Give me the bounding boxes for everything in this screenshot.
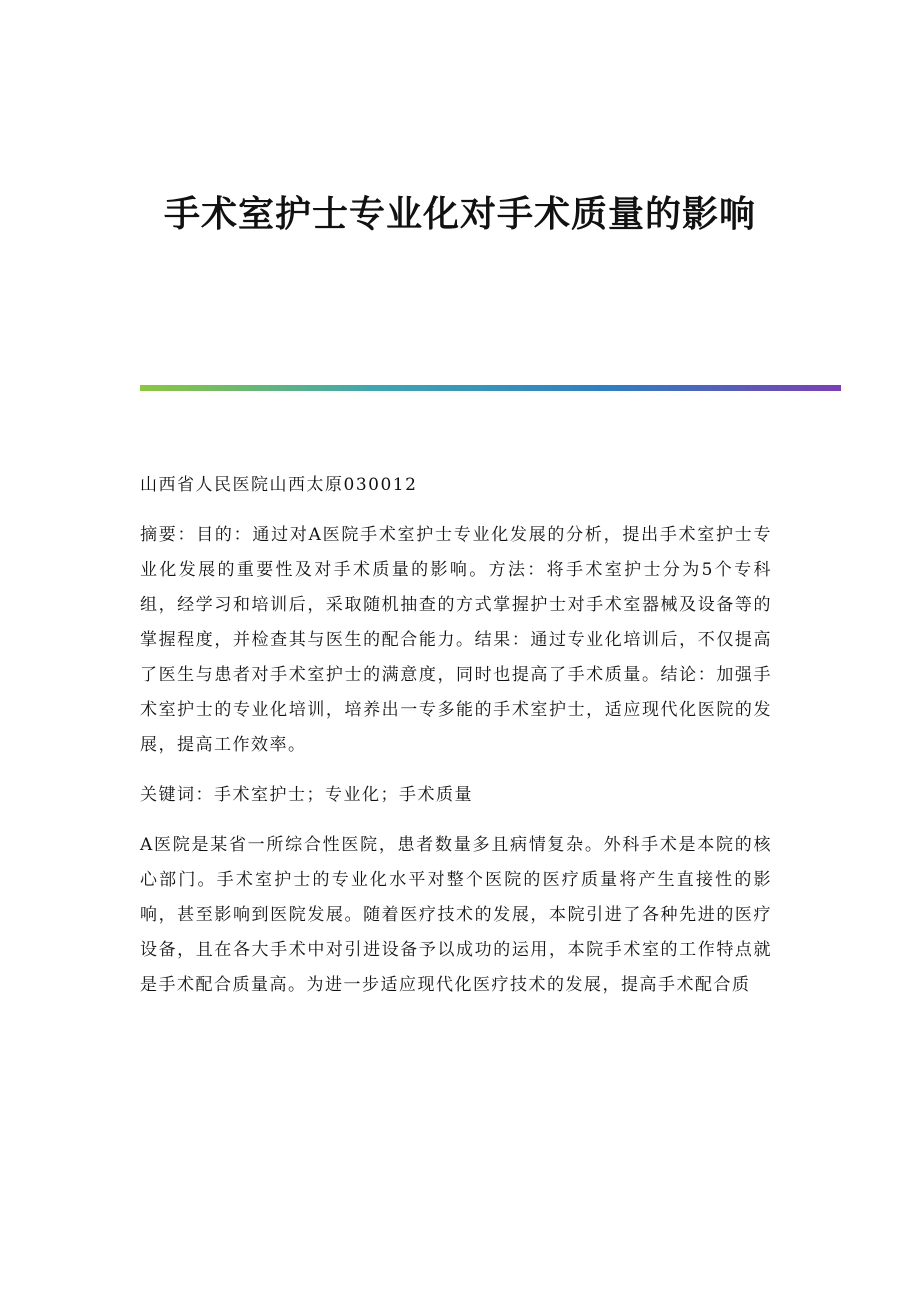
title-divider-bar	[140, 385, 841, 391]
author-affiliation: 山西省人民医院山西太原030012	[140, 475, 418, 495]
paper-body	[140, 468, 772, 1018]
abstract-paragraph: 摘要：目的：通过对A医院手术室护士专业化发展的分析，提出手术室护士专业化发展的重要性及对手术质量的影响。方法：将手术室护士分为5个专科组，经学习和培训后，采取随机抽查的方式掌握护士对手术室器械及设备等的掌握程度，并检查其与医生的配合能力。结果：通过专业化培训后，不仅提高了医生与患者对手术室护士的满意度，同时也提高了手术质量。结论：加强手术室护士的专业化培训，培养出一专多能的手术室护士，适应现代化医院的发展，提高工作效率。	[140, 525, 772, 755]
body-paragraph: A医院是某省一所综合性医院，患者数量多且病情复杂。外科手术是本院的核心部门。手术室护士的专业化水平对整个医院的医疗质量将产生直接性的影响，甚至影响到医院发展。随着医疗技术的发展，本院引进了各种先进的医疗设备，且在各大手术中对引进设备予以成功的运用，本院手术室的工作特点就是手术配合质量高。为进一步适应现代化医疗技术的发展，提高手术配合质	[140, 835, 772, 995]
keywords-line: 关键词：手术室护士；专业化；手术质量	[140, 785, 473, 805]
paper-title: 手术室护士专业化对手术质量的影响	[163, 194, 756, 235]
